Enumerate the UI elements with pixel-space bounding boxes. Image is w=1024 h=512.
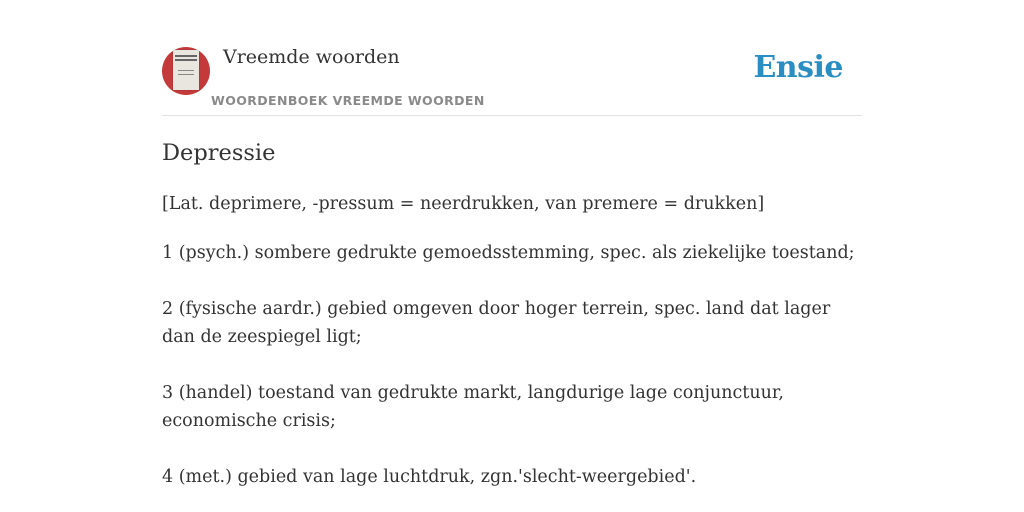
page-container: [162, 0, 862, 512]
brand-logo[interactable]: Ensie: [753, 50, 843, 85]
site-title[interactable]: Vreemde woorden: [223, 46, 400, 68]
site-subtitle: WOORDENBOEK VREEMDE WOORDEN: [211, 93, 485, 108]
definition-item: 1 (psych.) sombere gedrukte gemoedsstemming, spec. als ziekelijke toestand;: [162, 243, 855, 263]
etymology: [Lat. deprimere, -pressum = neerdrukken, van premere = drukken]: [162, 194, 765, 214]
definition-item: 3 (handel) toestand van gedrukte markt, langdurige lage conjunctuur, economische crisis;: [162, 383, 784, 431]
book-cover-icon[interactable]: [162, 47, 210, 95]
book-cover: [173, 50, 199, 90]
definitions-list: [162, 239, 862, 512]
definition-item: 2 (fysische aardr.) gebied omgeven door hoger terrein, spec. land dat lager dan de zeespiegel ligt;: [162, 299, 831, 347]
definition-item: 4 (met.) gebied van lage luchtdruk, zgn.'slecht-weergebied'.: [162, 467, 697, 487]
entry-title: Depressie: [162, 140, 276, 166]
header: [162, 0, 862, 116]
